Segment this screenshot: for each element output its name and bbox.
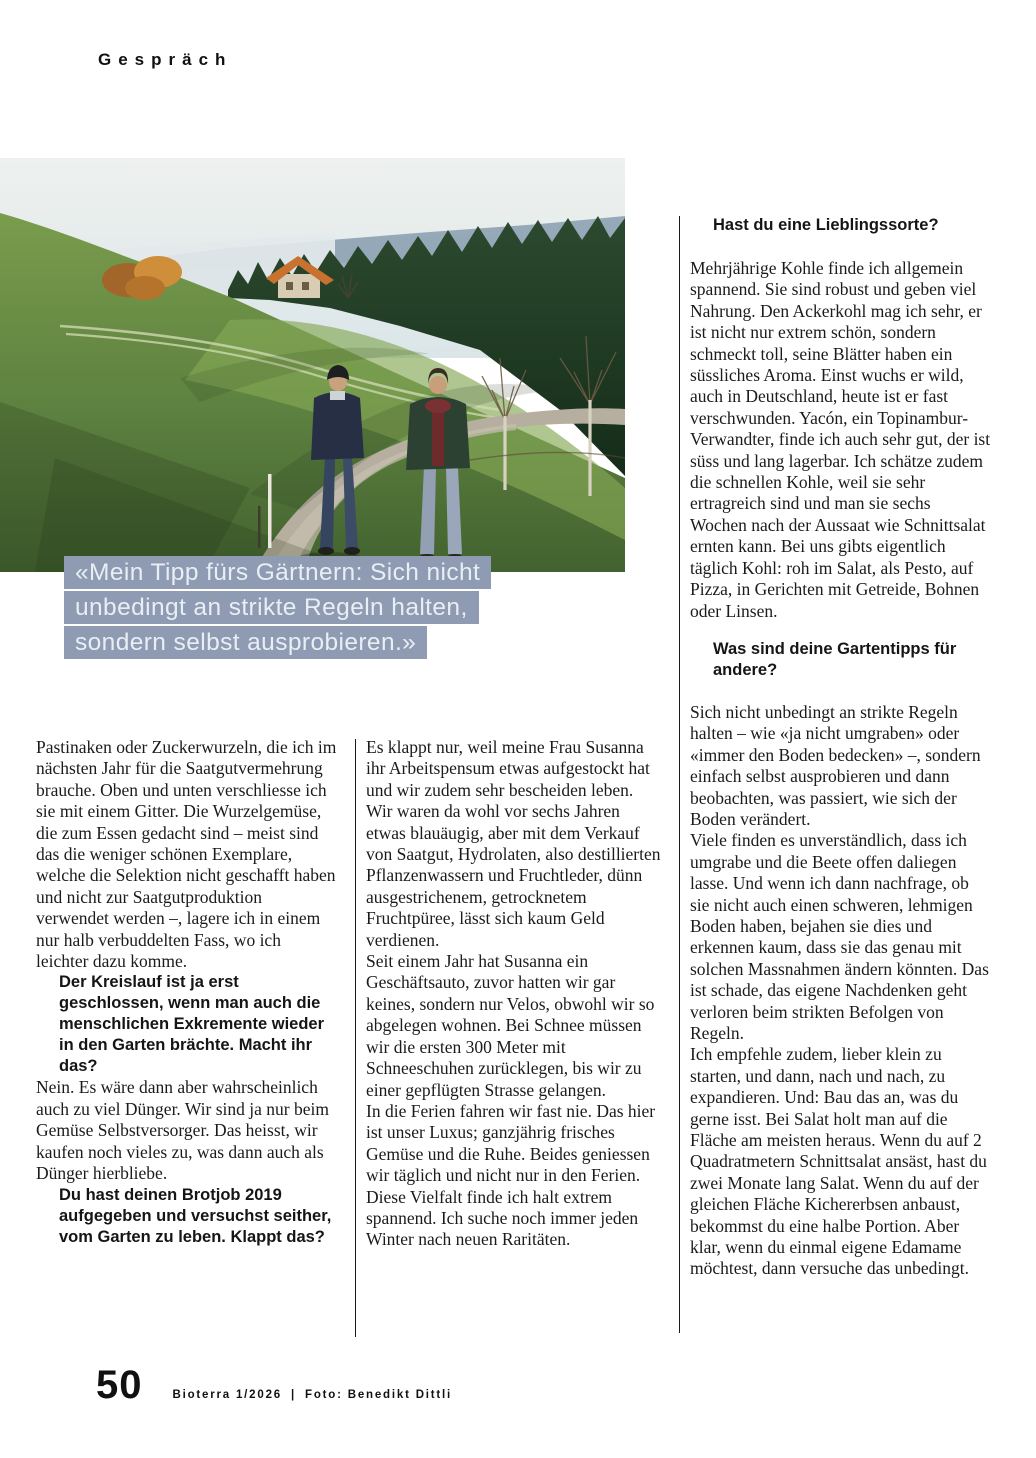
interview-question: Der Kreislauf ist ja erst geschlossen, wenn man auch die menschlichen Exkremente wieder in den Garten brächte. Macht ihr das? [59, 973, 325, 1076]
article-column-1 [36, 737, 337, 1248]
page-footer [96, 1363, 452, 1408]
body-paragraph: Seit einem Jahr hat Susanna ein Geschäftsauto, zuvor hatten wir gar keines, sondern nur Velos, obwohl wir so abgelegen wohnen. Bei Schnee müssen wir die ersten 300 Meter mit Schneeschuhen zurücklegen, bis wir zu einer gepflügten Strasse gelangen. [366, 951, 655, 1100]
body-paragraph: Nein. Es wäre dann aber wahrscheinlich auch zu viel Dünger. Wir sind ja nur beim Gemüse Selbstversorger. Das heisst, wir kaufen noch vieles zu, was dann auch als Dünger hierbliebe. [36, 1077, 329, 1184]
issue-and-photo-credit [173, 1389, 453, 1401]
issue-label: Bioterra 1/2026 [172, 1389, 282, 1401]
credit-separator: | [290, 1389, 296, 1401]
landscape-photo-svg [0, 158, 625, 572]
body-paragraph: Sich nicht unbedingt an strikte Regeln halten – wie «ja nicht umgraben» oder «immer den Boden bedecken» –, sondern einfach selbst ausprobieren und dann beobachten, was passiert, wie sich der Boden verändert. [690, 701, 981, 829]
interview-question: Du hast deinen Brotjob 2019 aufgegeben und versuchst seither, vom Garten zu leben. Klappt das? [59, 1185, 332, 1246]
article-column-2 [366, 737, 663, 1251]
body-paragraph: Ich empfehle zudem, lieber klein zu starten, und dann, nach und nach, zu expandieren. Und: Bau das an, was du gerne isst. Bei Salat holt man auf die Fläche am meisten heraus. Wenn du auf 2 Quadratmetern Schnittsalat ansäst, hast du zwei Monate lang Salat. Wenn du auf der gleichen Fläche Kichererbsen anbaust, bekommst du eine halbe Portion. Aber klar, wenn du einmal eigene Edamame möchtest, dann versuche das unbedingt. [690, 1044, 987, 1279]
article-column-3 [690, 215, 991, 1280]
column-divider [355, 739, 356, 1337]
interview-question: Hast du eine Lieblingssorte? [713, 216, 939, 234]
pull-quote-line: unbedingt an strikte Regeln halten, [64, 591, 479, 624]
photo-credit: Foto: Benedikt Dittli [305, 1389, 453, 1401]
landscape-photo [0, 158, 625, 572]
interview-question: Was sind deine Gartentipps für andere? [713, 639, 957, 679]
page-number: 50 [96, 1363, 143, 1407]
pull-quote [64, 556, 491, 661]
body-paragraph: In die Ferien fahren wir fast nie. Das hier ist unser Luxus; ganzjährig frisches Gemüse und die Ruhe. Beides geniessen wir täglich und nicht nur in den Ferien. Diese Vielfalt finde ich halt extrem spannend. Ich suche noch immer jeden Winter nach neuen Raritäten. [366, 1100, 656, 1250]
body-paragraph: Mehrjährige Kohle finde ich allgemein spannend. Sie sind robust und geben viel Nahrung. Den Ackerkohl mag ich sehr, er ist nicht nur extrem schön, sondern schmeckt toll, seine Blätter haben ein süssliches Aroma. Einst wuchs er wild, auch in Deutschland, heute ist er fast verschwunden. Yacón, ein Topinambur-Verwandter, finde ich auch sehr gut, der ist süss und lang lagerbar. Ich schätze zudem die schnellen Kohle, weil sie sehr ertragreich sind und man sie sechs Wochen nach der Aussaat wie Schnittsalat ernten kann. Bei uns gibts eigentlich täglich Kohl: roh im Salat, als Pesto, auf Pizza, in Gerichten mit Getreide, Bohnen oder Linsen. [690, 258, 991, 621]
pull-quote-line: sondern selbst ausprobieren.» [64, 626, 427, 659]
body-paragraph: Viele finden es unverständlich, dass ich umgrabe und die Beete offen daliegen lasse. Und wenn ich dann nachfrage, ob sie nicht auch einen schweren, lehmigen Boden haben, bejahen sie dies und erkennen kaum, dass sie das genau mit solchen Massnahmen ändern könnten. Das ist schade, das eigene Nachdenken geht verloren beim strikten Befolgen von Regeln. [690, 830, 989, 1043]
pull-quote-line: «Mein Tipp fürs Gärtnern: Sich nicht [64, 556, 491, 589]
body-paragraph: Pastinaken oder Zuckerwurzeln, die ich im nächsten Jahr für die Saatgutvermehrung brauche. Oben und unten verschliesse ich sie mit einem Gitter. Die Wurzelgemüse, die zum Essen gedacht sind – meist sind das die weniger schönen Exemplare, welche die Selektion nicht geschafft haben und nicht zur Saatgutproduktion verwendet werden –, lagere ich in einem nur halb verbuddelten Fass, wo ich leichter dazu komme. [36, 737, 337, 972]
column-divider [679, 216, 680, 1333]
body-paragraph: Es klappt nur, weil meine Frau Susanna ihr Arbeitspensum etwas aufgestockt hat und wir zudem sehr bescheiden leben. Wir waren da wohl vor sechs Jahren etwas blauäugig, aber mit dem Verkauf von Saatgut, Hydrolaten, also destillierten Pflanzenwassern und Fruchtleder, dünn ausgestrichenem, getrocknetem Fruchtpüree, lässt sich kaum Geld verdienen. [366, 737, 661, 950]
section-label: Gespräch [98, 50, 233, 69]
